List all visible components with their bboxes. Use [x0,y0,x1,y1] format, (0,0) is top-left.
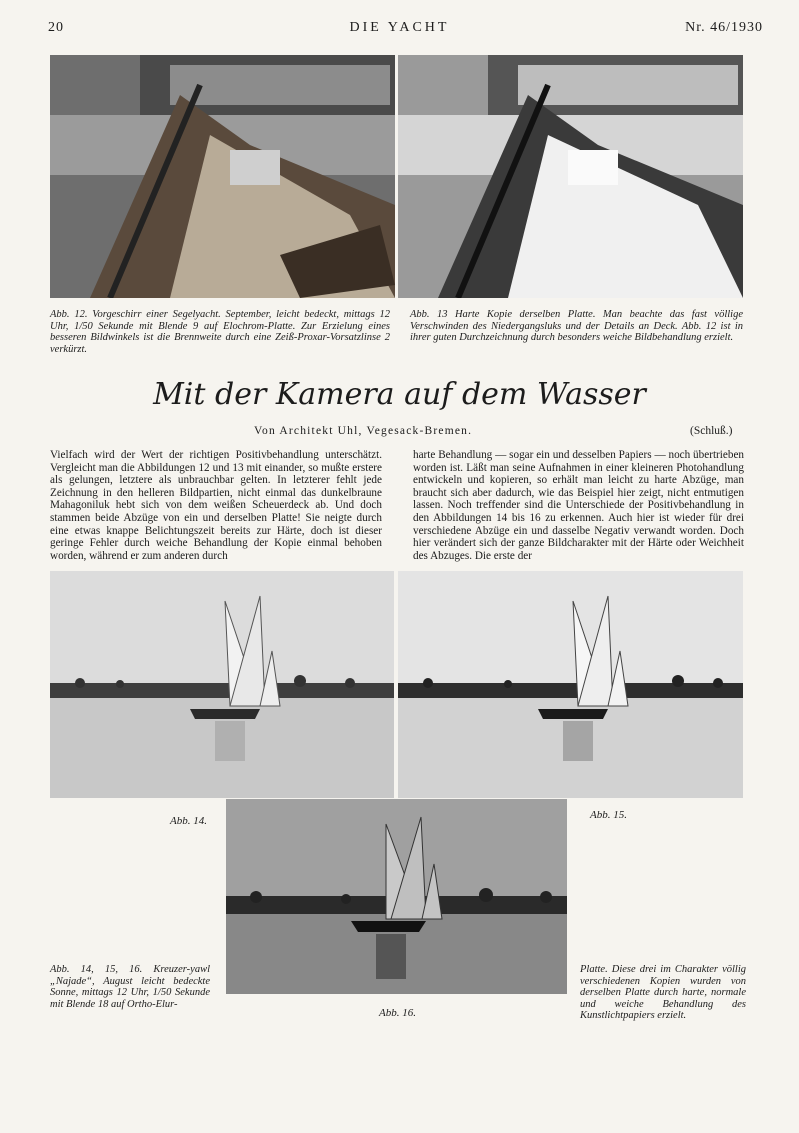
article-title: Mit der Kamera auf dem Wasser [153,377,646,412]
photo-abb15-yawl [398,571,743,798]
caption-abb13: Abb. 13 Harte Kopie derselben Platte. Man beachte das fast völlige Verschwinden des Niedergangsluks und der Details an Deck. Abb. 12 ist in ihrer guten Durchzeichnung durch besonders weiche Bildbehandlung erzielt. [410,309,743,343]
journal-title: DIE YACHT [349,20,450,35]
photo-abb12-foredeck [50,55,395,298]
caption-abb14-16-part2: Platte. Diese drei im Charakter völlig verschiedenen Kopien wurden von derselben Platte durch harte, normale und weiche Behandlung des Kunstlichtpapiers erzielt. [580,964,746,1021]
photo-abb14-yawl [50,571,394,798]
issue-number: Nr. 46/1930 [685,20,763,35]
article-byline: Von Architekt Uhl, Vegesack-Bremen. [254,425,473,437]
photo-abb13-hard-print [398,55,743,298]
label-abb15: Abb. 15. [590,809,627,821]
photo-abb16-yawl [226,799,567,994]
caption-abb12: Abb. 12. Vorgeschirr einer Segelyacht. September, leicht bedeckt, mittags 12 Uhr, 1/50 Sekunde mit Blende 9 auf Elochrom-Platte. Zur Erzielung eines besseren Bildwinkels ist die Brennweite durch eine Zeiß-Proxar-Vorsatzlinse 2 verkürzt. [50,309,390,355]
page-number: 20 [48,20,64,35]
label-abb14: Abb. 14. [170,815,207,827]
article-continued-note: (Schluß.) [690,425,733,437]
label-abb16: Abb. 16. [379,1007,416,1019]
caption-abb14-16-part1: Abb. 14, 15, 16. Kreuzer-yawl „Najade“, August leicht bedeckte Sonne, mittags 12 Uhr, 1/50 Sekunde mit Blende 18 auf Ortho-Elur- [50,964,210,1010]
article-column-2: harte Behandlung — sogar ein und desselben Papiers — noch übertrieben worden ist. Läßt man seine Aufnahmen in einer kleineren Photohandlung entwickeln und kopieren, so erhält man leicht zu harte Abzüge, man braucht sich aber dadurch, wie das Beispiel hier zeigt, nicht entmutigen lassen. Noch treffender sind die Unterschiede der Positivbehandlung in den Abbildungen 14 bis 16 zu erkennen. Auch hier ist wieder für drei verschiedene Abzüge ein und dasselbe Negativ verwandt worden. Doch hier verändert sich der ganze Bildcharakter mit der Härte oder Weichheit des Abzuges. Die erste der [413,449,744,562]
article-column-1: Vielfach wird der Wert der richtigen Positivbehandlung unterschätzt. Vergleicht man die Abbildungen 12 und 13 mit einander, so mußte erstere als gelungen, letztere als unbrauchbar gelten. In letzterer fehlt jede Zeichnung in den helleren Bildpartien, nicht einmal das dunkelbraune Mahagoniluk hebt sich von dem weißen Scheuerdeck ab. Und doch stammen beide Abzüge von ein und derselben Platte! Sie neigte durch eine etwas knappe Belichtungszeit bereits zur Härte, doch ist dieser geringe Fehler durch weiche Behandlung der Kopie einmal behoben worden, während er zum anderen durch [50,449,382,562]
